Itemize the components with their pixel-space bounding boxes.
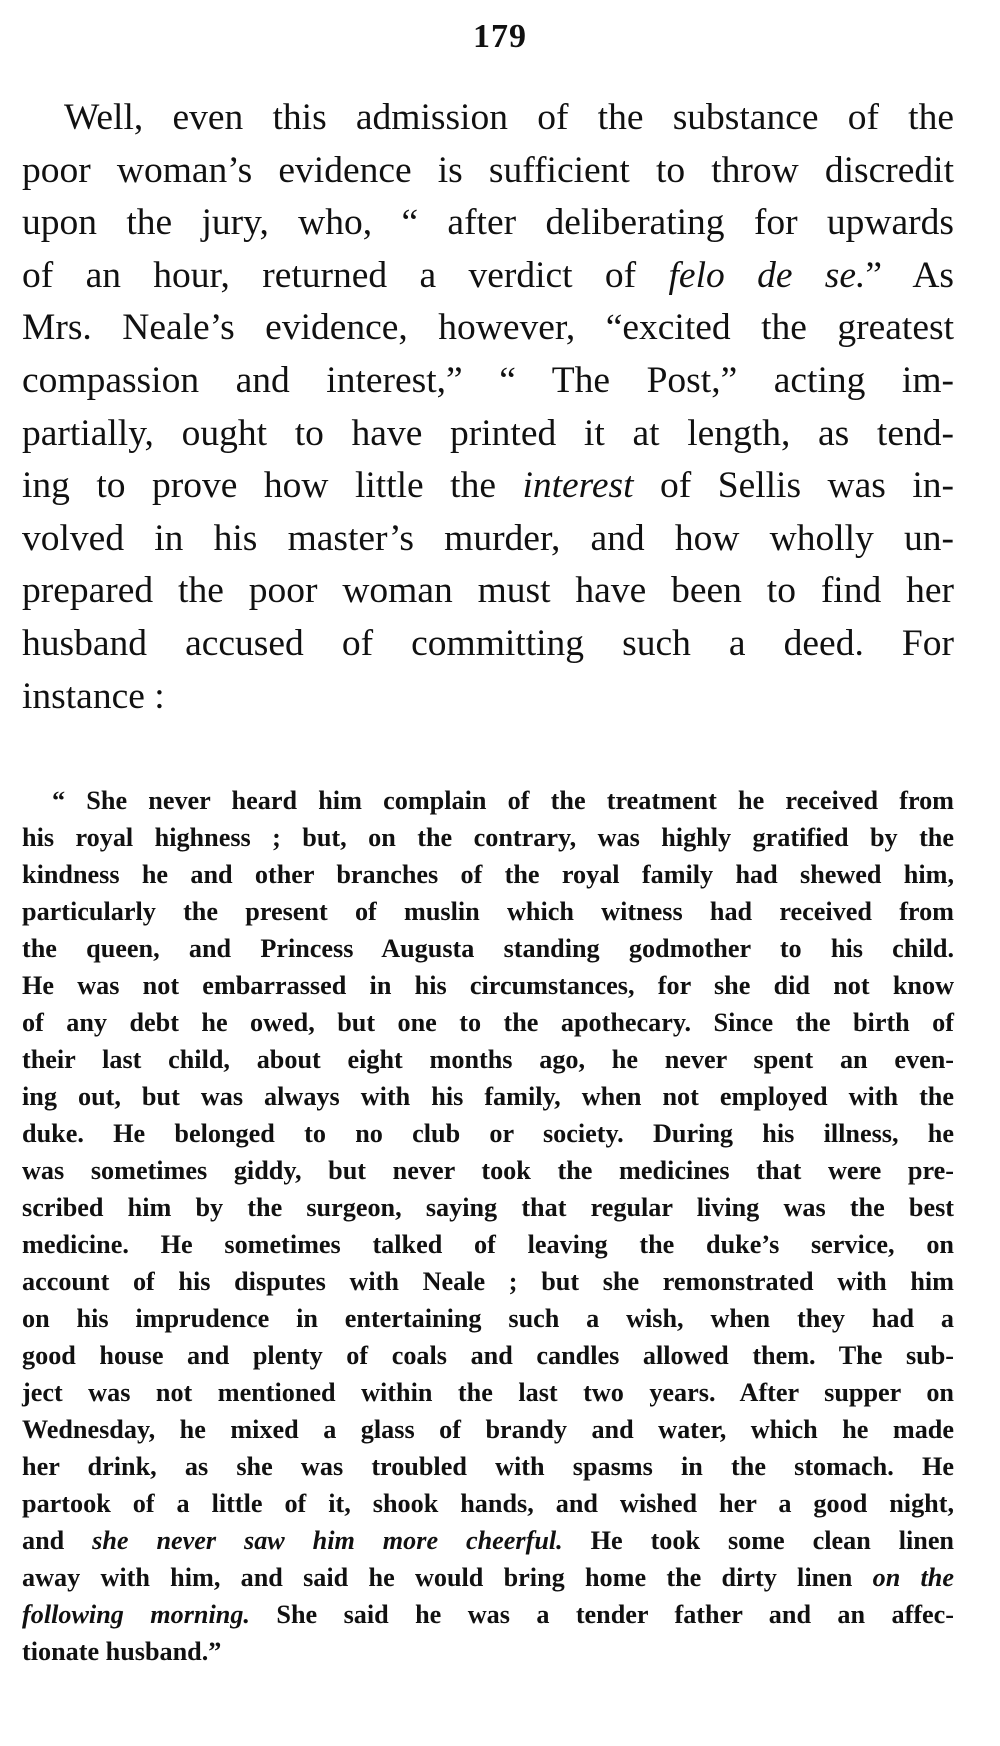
text-segment: upon the jury, who, “ after deliberating for upwards — [22, 202, 954, 244]
text-segment: prepared the poor woman must have been to find her — [22, 570, 954, 612]
text-line — [22, 819, 954, 856]
quoted-testimony — [22, 782, 954, 1670]
text-line — [22, 250, 954, 303]
italic-text-segment: following morning. — [22, 1600, 250, 1629]
text-line — [22, 1374, 954, 1411]
text-segment: volved in his master’s murder, and how wholly un- — [22, 517, 954, 559]
text-line — [22, 893, 954, 930]
text-segment: instance : — [22, 675, 165, 717]
text-line — [22, 671, 954, 724]
italic-text-segment: on the — [872, 1563, 954, 1592]
text-line — [22, 930, 954, 967]
text-segment: medicine. He sometimes talked of leaving the duke’s service, on — [22, 1230, 954, 1259]
text-segment: ” As — [865, 254, 954, 296]
text-line — [22, 513, 954, 566]
text-line — [22, 856, 954, 893]
text-segment: Mrs. Neale’s evidence, however, “excited the greatest — [22, 307, 954, 349]
text-line — [22, 1115, 954, 1152]
text-line — [22, 355, 954, 408]
text-segment: scribed him by the surgeon, saying that regular living was the best — [22, 1193, 954, 1222]
text-segment: Wednesday, he mixed a glass of brandy and water, which he made — [22, 1415, 954, 1444]
text-segment: “ She never heard him complain of the treatment he received from — [52, 786, 954, 815]
text-segment: their last child, about eight months ago, he never spent an even- — [22, 1045, 954, 1074]
text-line — [22, 1152, 954, 1189]
text-line — [22, 408, 954, 461]
text-segment: on his imprudence in entertaining such a wish, when they had a — [22, 1304, 954, 1333]
text-segment: tionate husband.” — [22, 1637, 222, 1666]
text-segment: her drink, as she was troubled with spasms in the stomach. He — [22, 1452, 954, 1481]
text-line — [22, 782, 954, 819]
text-segment: He was not embarrassed in his circumstances, for she did not know — [22, 971, 954, 1000]
text-segment: good house and plenty of coals and candles allowed them. The sub- — [22, 1341, 954, 1370]
text-segment: ing to prove how little the — [22, 465, 523, 507]
text-line — [22, 145, 954, 198]
text-segment: She said he was a tender father and an affec- — [249, 1600, 955, 1629]
text-segment: partially, ought to have printed it at length, as tend- — [22, 412, 954, 454]
italic-text-segment: she never saw him more cheerful. — [92, 1526, 563, 1555]
page-number: 179 — [473, 18, 527, 55]
text-segment: Well, even this admission of the substance of the — [64, 97, 954, 138]
text-line — [22, 1041, 954, 1078]
italic-text-segment: interest — [522, 465, 634, 507]
text-line — [22, 1263, 954, 1300]
text-segment: away with him, and said he would bring home the dirty linen — [22, 1563, 873, 1592]
text-segment: the queen, and Princess Augusta standing godmother to his child. — [22, 934, 954, 963]
text-line — [22, 302, 954, 355]
text-line — [22, 1559, 954, 1596]
main-paragraph — [22, 92, 954, 723]
text-line — [22, 967, 954, 1004]
text-segment: He took some clean linen — [562, 1526, 955, 1555]
text-line — [22, 1189, 954, 1226]
text-line — [22, 1300, 954, 1337]
text-line — [22, 1448, 954, 1485]
text-segment: husband accused of committing such a deed. For — [22, 622, 954, 664]
text-segment: of an hour, returned a verdict of — [22, 254, 669, 296]
text-line — [22, 565, 954, 618]
text-line — [22, 1633, 954, 1670]
text-segment: particularly the present of muslin which witness had received from — [22, 897, 954, 926]
text-line — [22, 1004, 954, 1041]
text-line — [22, 1596, 954, 1633]
text-segment: account of his disputes with Neale ; but she remonstrated with him — [22, 1267, 954, 1296]
text-line — [22, 1226, 954, 1263]
text-segment: poor woman’s evidence is sufficient to throw discredit — [22, 149, 954, 191]
text-segment: was sometimes giddy, but never took the medicines that were pre- — [22, 1156, 954, 1185]
text-line — [22, 618, 954, 671]
text-line — [22, 460, 954, 513]
text-line — [22, 1411, 954, 1448]
text-segment: duke. He belonged to no club or society. During his illness, he — [22, 1119, 954, 1148]
text-segment: and — [22, 1526, 93, 1555]
text-segment: compassion and interest,” “ The Post,” acting im- — [22, 359, 954, 401]
text-segment: ject was not mentioned within the last two years. After supper on — [22, 1378, 954, 1407]
text-segment: ing out, but was always with his family, when not employed with the — [22, 1082, 954, 1111]
text-segment: of Sellis was in- — [633, 465, 954, 507]
text-segment: partook of a little of it, shook hands, and wished her a good night, — [22, 1489, 954, 1518]
text-line — [22, 197, 954, 250]
italic-text-segment: felo de se. — [668, 254, 866, 296]
text-line — [22, 1078, 954, 1115]
text-line — [22, 1337, 954, 1374]
text-line — [22, 1485, 954, 1522]
text-line — [22, 1522, 954, 1559]
text-segment: kindness he and other branches of the royal family had shewed him, — [22, 860, 954, 889]
text-line — [22, 92, 954, 145]
text-segment: his royal highness ; but, on the contrary, was highly gratified by the — [22, 823, 954, 852]
text-segment: of any debt he owed, but one to the apothecary. Since the birth of — [22, 1008, 954, 1037]
